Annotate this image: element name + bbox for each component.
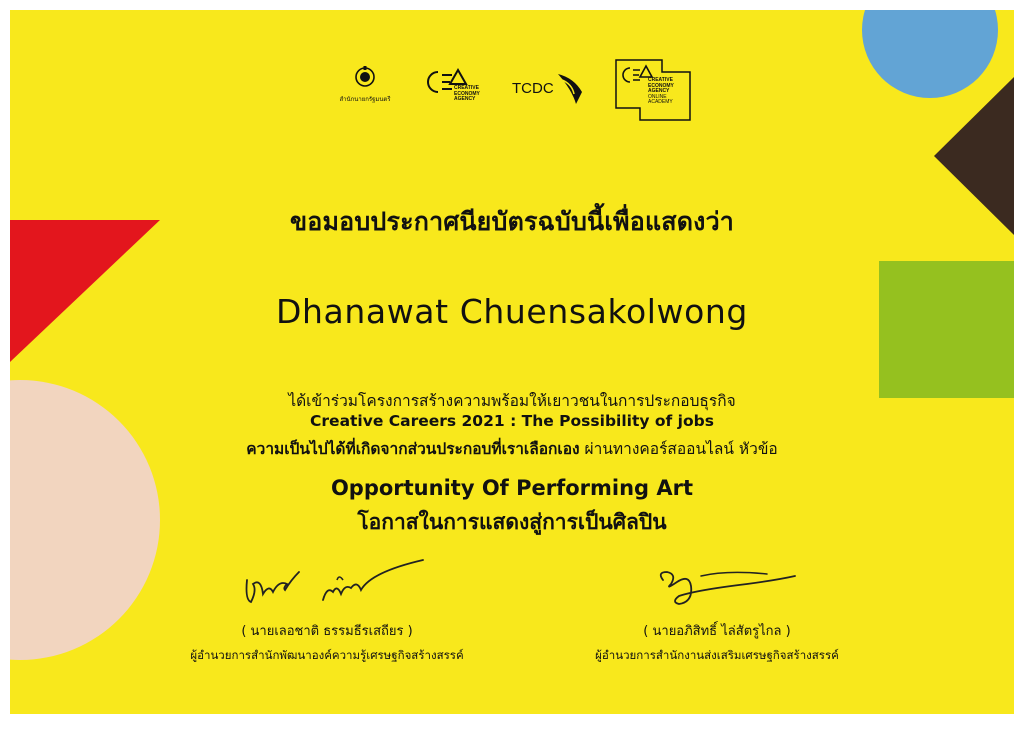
signatory-left-name: ( นายเลอชาติ ธรรมธีรเสถียร )	[241, 624, 413, 639]
cea-caption: CREATIVE ECONOMY AGENCY	[454, 85, 480, 102]
academy-caption: CREATIVE ECONOMY AGENCY ONLINE ACADEMY	[648, 77, 674, 106]
program-title: Creative Careers 2021 : The Possibility of jobs	[310, 412, 714, 430]
logo-row	[10, 58, 1014, 128]
signature-left-image	[227, 550, 427, 610]
signatory-right-position: ผู้อำนวยการสำนักงานส่งเสริมเศรษฐกิจสร้างสรรค์	[595, 648, 839, 662]
tcdc-wing-icon	[556, 70, 586, 106]
program-subtitle-bold: ความเป็นไปได้ที่เกิดจากส่วนประกอบที่เราเลือกเอง	[246, 440, 580, 458]
government-logo-caption: สำนักนายกรัฐมนตรี	[339, 97, 391, 103]
program-subtitle-rest: ผ่านทางคอร์สออนไลน์ หัวข้อ	[579, 440, 778, 458]
recipient-name: Dhanawat Chuensakolwong	[276, 292, 748, 331]
program-description: ได้เข้าร่วมโครงการสร้างความพร้อมให้เยาวชนในการประกอบธุรกิจ	[288, 392, 736, 410]
topic-thai: โอกาสในการแสดงสู่การเป็นศิลปิน	[357, 510, 667, 534]
thai-emblem-icon	[355, 66, 375, 88]
certificate	[10, 10, 1014, 714]
tcdc-text: TCDC	[512, 80, 554, 97]
government-logo	[335, 66, 395, 104]
topic-english: Opportunity Of Performing Art	[330, 476, 694, 500]
program-subtitle	[10, 436, 1014, 461]
tcdc-logo	[512, 70, 592, 110]
signatory-left	[162, 550, 492, 665]
cea-logo	[424, 66, 504, 106]
signatory-right-name: ( นายอภิสิทธิ์ ไล่สัตรูไกล )	[643, 624, 791, 639]
signature-right-image	[617, 550, 817, 610]
signatory-right	[552, 550, 882, 665]
certificate-heading: ขอมอบประกาศนียบัตรฉบับนี้เพื่อแสดงว่า	[289, 207, 735, 236]
signatory-left-position: ผู้อำนวยการสำนักพัฒนาองค์ความรู้เศรษฐกิจสร้างสรรค์	[190, 648, 464, 662]
online-academy-logo	[614, 58, 694, 122]
